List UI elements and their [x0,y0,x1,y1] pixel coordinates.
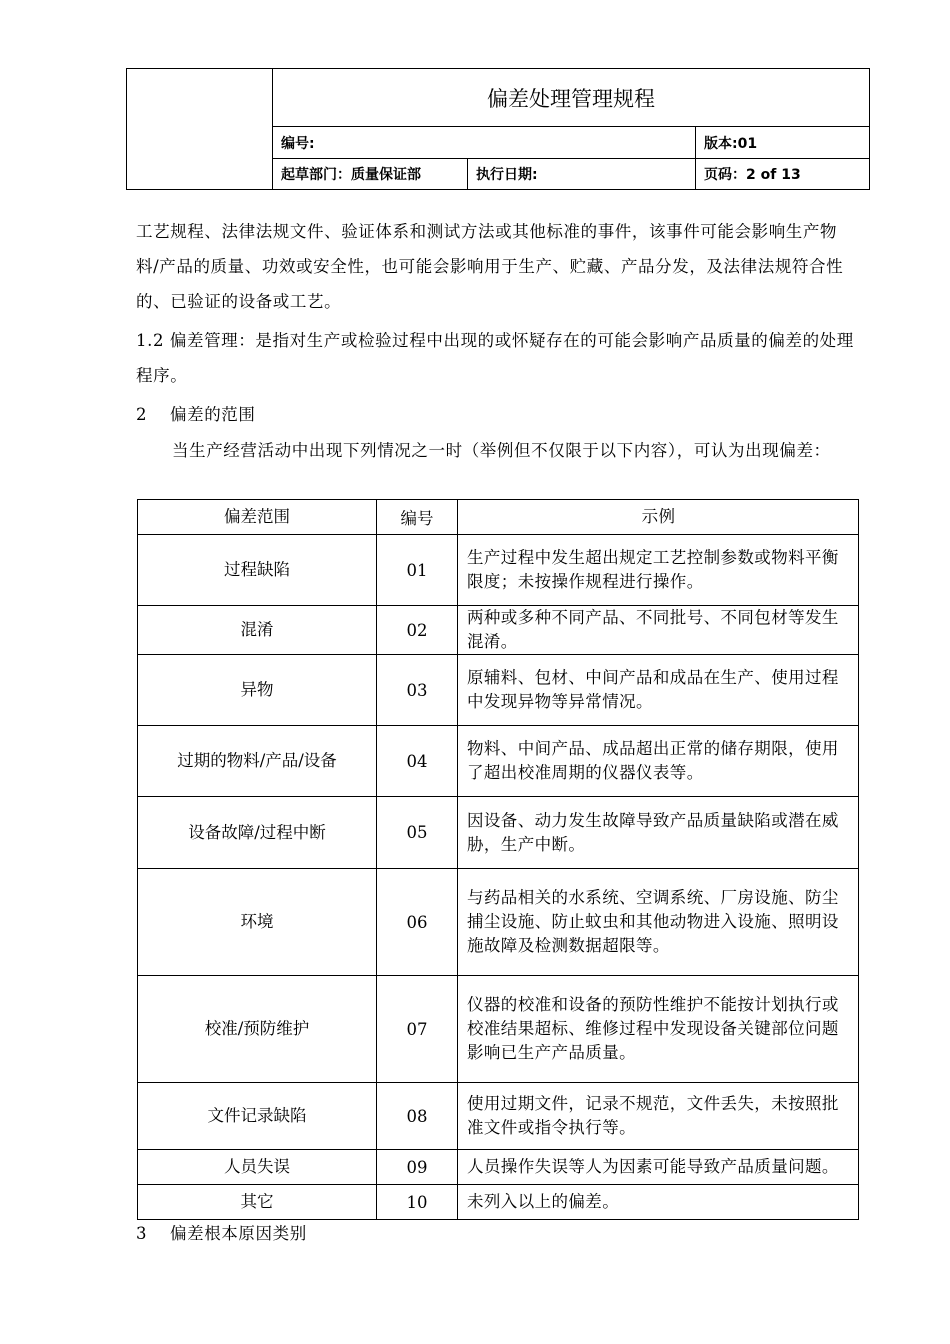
scope-cell: 文件记录缺陷 [138,1083,377,1150]
page-number: 页码：2 of 13 [695,159,869,189]
example-cell: 与药品相关的水系统、空调系统、厂房设施、防尘捕尘设施、防止蚊虫和其他动物进入设施、照明设施故障及检测数据超限等。 [458,869,859,976]
table-row [138,655,859,726]
logo-cell [127,69,273,189]
code-cell: 03 [377,655,458,726]
code-cell: 02 [377,606,458,655]
example-cell: 生产过程中发生超出规定工艺控制参数或物料平衡限度；未按操作规程进行操作。 [458,535,859,606]
example-cell: 两种或多种不同产品、不同批号、不同包材等发生混淆。 [458,606,859,655]
section-3-title: 偏差根本原因类别 [170,1224,307,1243]
scope-cell: 过期的物料/产品/设备 [138,726,377,797]
header-row-meta [273,159,869,189]
execution-date: 执行日期: [467,159,695,189]
section-2-number: 2 [136,405,148,424]
header-code: 编号 [377,500,458,535]
header-row-number [273,127,869,159]
table-header-row [138,500,859,535]
table-row [138,869,859,976]
example-cell: 使用过期文件，记录不规范，文件丢失，未按照批准文件或指令执行等。 [458,1083,859,1150]
drafting-department: 起草部门：质量保证部 [281,167,421,183]
header-scope: 偏差范围 [138,500,377,535]
deviation-scope-table [137,499,859,1220]
section-2-title: 偏差的范围 [170,405,256,424]
table-row [138,726,859,797]
table-row [138,1150,859,1185]
section-3-heading [136,1216,860,1251]
document-number: 编号: [281,135,315,152]
table-row [138,1083,859,1150]
table-row [138,976,859,1083]
code-cell: 07 [377,976,458,1083]
document-version: 版本:01 [695,127,869,158]
header-example: 示例 [458,500,859,535]
code-cell: 06 [377,869,458,976]
document-title: 偏差处理管理规程 [273,69,869,127]
code-cell: 08 [377,1083,458,1150]
scope-cell: 混淆 [138,606,377,655]
example-cell: 人员操作失误等人为因素可能导致产品质量问题。 [458,1150,859,1185]
document-header [126,68,870,190]
paragraph-deviation-management: 1.2 偏差管理：是指对生产或检验过程中出现的或怀疑存在的可能会影响产品质量的偏差的处理程序。 [136,331,854,385]
paragraph-scope-intro: 当生产经营活动中出现下列情况之一时（举例但不仅限于以下内容），可认为出现偏差： [172,441,831,460]
scope-cell: 校准/预防维护 [138,976,377,1083]
code-cell: 09 [377,1150,458,1185]
paragraph-definition: 工艺规程、法律法规文件、验证体系和测试方法或其他标准的事件，该事件可能会影响生产物料/产品的质量、功效或安全性，也可能会影响用于生产、贮藏、产品分发，及法律法规符合性的、已验证的设备或工艺。 [136,222,844,311]
scope-cell: 人员失误 [138,1150,377,1185]
section-3-number: 3 [136,1224,148,1243]
example-cell: 原辅料、包材、中间产品和成品在生产、使用过程中发现异物等异常情况。 [458,655,859,726]
code-cell: 05 [377,797,458,869]
scope-cell: 其它 [138,1185,377,1220]
table-row [138,606,859,655]
scope-cell: 环境 [138,869,377,976]
example-cell: 仪器的校准和设备的预防性维护不能按计划执行或校准结果超标、维修过程中发现设备关键部位问题影响已生产产品质量。 [458,976,859,1083]
code-cell: 01 [377,535,458,606]
table-row [138,797,859,869]
code-cell: 04 [377,726,458,797]
section-2-heading [136,397,860,432]
table-row [138,535,859,606]
example-cell: 因设备、动力发生故障导致产品质量缺陷或潜在威胁，生产中断。 [458,797,859,869]
scope-cell: 过程缺陷 [138,535,377,606]
example-cell: 未列入以上的偏差。 [458,1185,859,1220]
table-row [138,1185,859,1220]
scope-cell: 异物 [138,655,377,726]
scope-cell: 设备故障/过程中断 [138,797,377,869]
code-cell: 10 [377,1185,458,1220]
example-cell: 物料、中间产品、成品超出正常的储存期限，使用了超出校准周期的仪器仪表等。 [458,726,859,797]
